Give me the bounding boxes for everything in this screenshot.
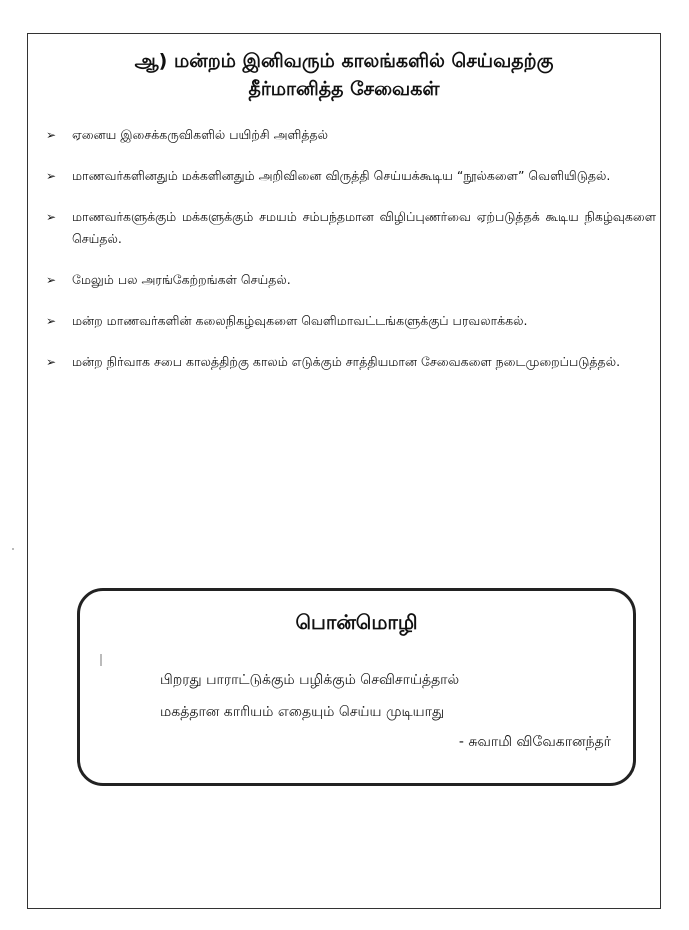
list-item-text: மாணவர்களுக்கும் மக்களுக்கும் சமயம் சம்பந்தமான விழிப்புணர்வை ஏற்படுத்தக் கூடிய நிகழ்வுகளை செய்தல். — [72, 209, 656, 246]
quote-box — [77, 588, 636, 786]
scan-speck — [100, 654, 102, 666]
list-item — [44, 206, 656, 250]
arrow-bullet-icon: ➢ — [46, 355, 57, 369]
arrow-bullet-icon: ➢ — [46, 128, 57, 142]
quote-line-1: பிறரது பாராட்டுக்கும் பழிக்கும் செவிசாய்த்தால் — [160, 672, 460, 688]
list-item — [44, 310, 656, 332]
quote-line-2: மகத்தான காரியம் எதையும் செய்ய முடியாது — [160, 704, 445, 720]
section-title — [40, 47, 648, 103]
scan-speck — [12, 548, 14, 550]
section-title-line-2: தீர்மானித்த சேவைகள் — [248, 78, 440, 100]
quote-heading: பொன்மொழி — [295, 610, 418, 634]
list-item-text: மாணவர்களினதும் மக்களினதும் அறிவினை விருத்தி செய்யக்கூடிய “நூல்களை” வெளியிடுதல். — [72, 168, 611, 183]
list-item-text: மன்ற நிர்வாக சபை காலத்திற்கு காலம் எடுக்கும் சாத்தியமான சேவைகளை நடைமுறைப்படுத்தல். — [72, 354, 621, 369]
list-item — [44, 165, 656, 187]
list-item — [44, 124, 656, 146]
arrow-bullet-icon: ➢ — [46, 210, 57, 224]
arrow-bullet-icon: ➢ — [46, 169, 57, 183]
list-item-text: மன்ற மாணவர்களின் கலைநிகழ்வுகளை வெளிமாவட்டங்களுக்குப் பரவலாக்கல். — [72, 313, 528, 328]
quote-author: - சுவாமி விவேகானந்தர் — [458, 734, 611, 750]
planned-services-list — [44, 124, 656, 392]
list-item-text: ஏனைய இசைக்கருவிகளில் பயிற்சி அளித்தல் — [72, 127, 329, 142]
arrow-bullet-icon: ➢ — [46, 273, 57, 287]
section-title-line-1: ஆ) மன்றம் இனிவரும் காலங்களில் செய்வதற்கு — [134, 50, 554, 72]
list-item — [44, 269, 656, 291]
arrow-bullet-icon: ➢ — [46, 314, 57, 328]
list-item-text: மேலும் பல அரங்கேற்றங்கள் செய்தல். — [72, 272, 291, 287]
list-item — [44, 351, 656, 373]
